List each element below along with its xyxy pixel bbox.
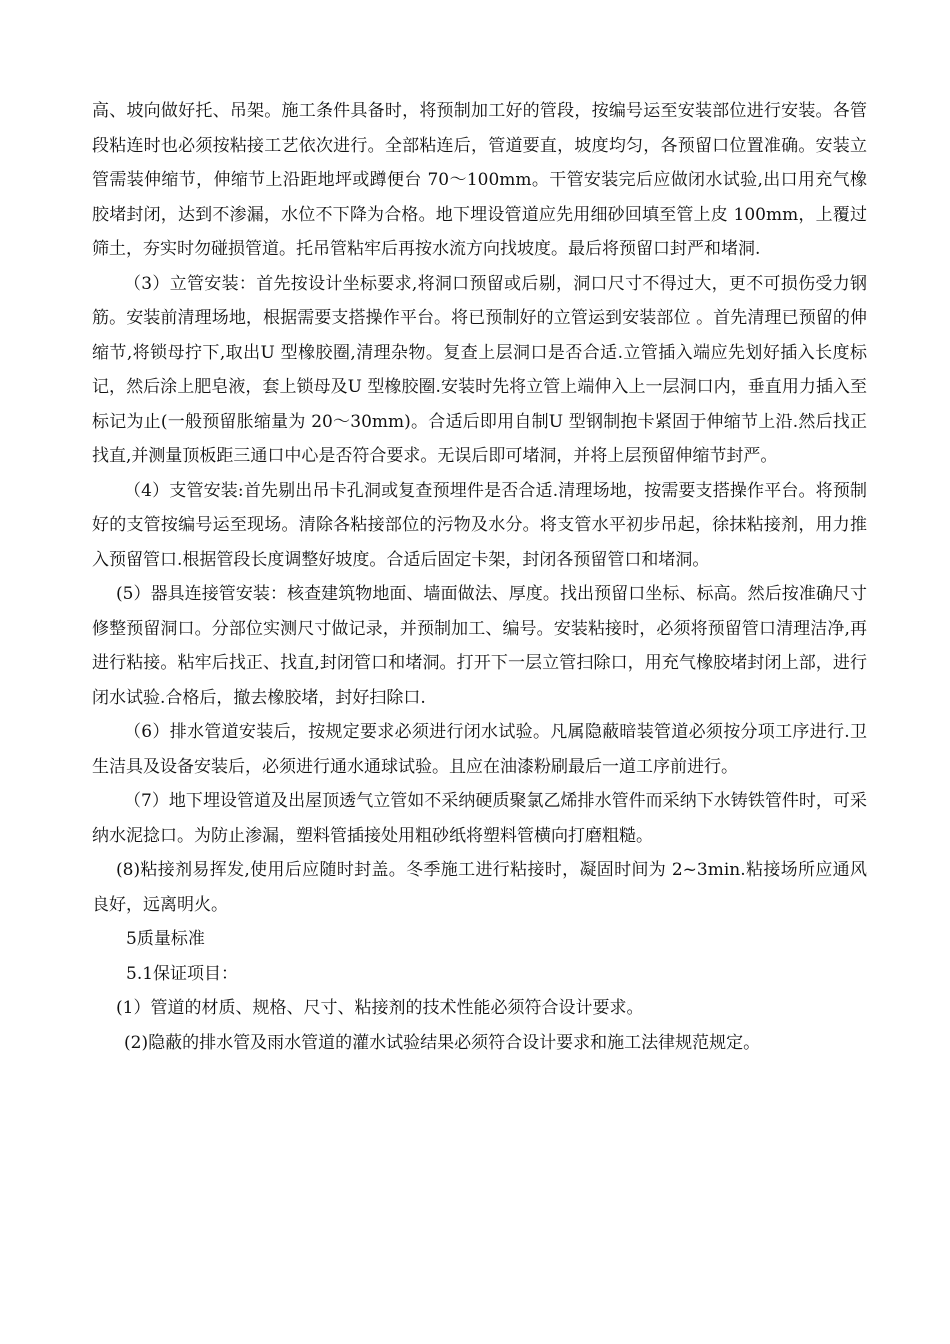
document-page [92,94,867,1060]
paragraph-fixture-connection: (5）器具连接管安装：核查建筑物地面、墙面做法、厚度。找出预留口坐标、标高。然后按准确尺寸修整预留洞口。分部位实测尺寸做记录，并预制加工、编号。安装粘接时，必须将预留管口清理洁净,再进行粘接。粘牢后找正、找直,封闭管口和堵洞。打开下一层立管扫除口，用充气橡胶堵封闭上部，进行闭水试验.合格后，撤去橡胶堵，封好扫除口. [92,584,867,708]
subsection-title: 5.1保证项目： [126,963,239,984]
paragraph-drain-pipe-installation: 高、坡向做好托、吊架。施工条件具备时，将预制加工好的管段，按编号运至安装部位进行安装。各管段粘连时也必须按粘接工艺依次进行。全部粘连后，管道要直，坡度均匀，各预留口位置准确。安装立管需装伸缩节，伸缩节上沿距地坪或蹲便台 70～100mm。干管安装完后应做闭水试验,出口用充气橡胶堵封闭，达到不渗漏，水位不下降为合格。地下埋设管道应先用细砂回填至管上皮 100mm，上覆过筛土，夯实时勿碰损管道。托吊管粘牢后再按水流方向找坡度。最后将预留口封严和堵洞. [92,101,867,259]
paragraph-adhesive-notes: (8)粘接剂易挥发,使用后应随时封盖。冬季施工进行粘接时，凝固时间为 2~3min.粘接场所应通风良好，远离明火。 [92,860,867,915]
paragraph-closed-water-test: （6）排水管道安装后，按规定要求必须进行闭水试验。凡属隐蔽暗装管道必须按分项工序进行.卫生洁具及设备安装后，必须进行通水通球试验。且应在油漆粉刷最后一道工序前进行。 [92,722,867,777]
paragraph-branch-installation: （4）支管安装:首先剔出吊卡孔洞或复查预埋件是否合适.清理场地，按需要支搭操作平台。将预制好的支管按编号运至现场。清除各粘接部位的污物及水分。将支管水平初步吊起，徐抹粘接剂，用力推入预留管口.根据管段长度调整好坡度。合适后固定卡架，封闭各预留管口和堵洞。 [92,480,867,570]
list-item: (1）管道的材质、规格、尺寸、粘接剂的技术性能必须符合设计要求。 [116,998,644,1018]
paragraph-riser-installation: （3）立管安装：首先按设计坐标要求,将洞口预留或后剔，洞口尺寸不得过大，更不可损伤受力钢筋。安装前清理场地，根据需要支搭操作平台。将已预制好的立管运到安装部位 。首先清理已预留的伸缩节,将锁母拧下,取出U 型橡胶圈,清理杂物。复查上层洞口是否合适.立管插入端应先划好插入长度标记，然后涂上肥皂液，套上锁母及U 型橡胶圈.安装时先将立管上端伸入上一层洞口内，垂直用力插入至标记为止(一般预留胀缩量为 20～30mm)。合适后即用自制U 型钢制抱卡紧固于伸缩节上沿.然后找正找直,并测量顶板距三通口中心是否符合要求。无误后即可堵洞，并将上层预留伸缩节封严。 [92,273,867,466]
section-title: 5质量标准 [126,929,205,949]
paragraph-underground-pipe: （7）地下埋设管道及出屋顶透气立管如不采纳硬质聚氯乙烯排水管件而采纳下水铸铁管件时，可采纳水泥捻口。为防止渗漏，塑料管插接处用粗砂纸将塑料管横向打磨粗糙。 [92,791,867,846]
list-item: (2)隐蔽的排水管及雨水管道的灌水试验结果必须符合设计要求和施工法律规范规定。 [124,1032,761,1053]
